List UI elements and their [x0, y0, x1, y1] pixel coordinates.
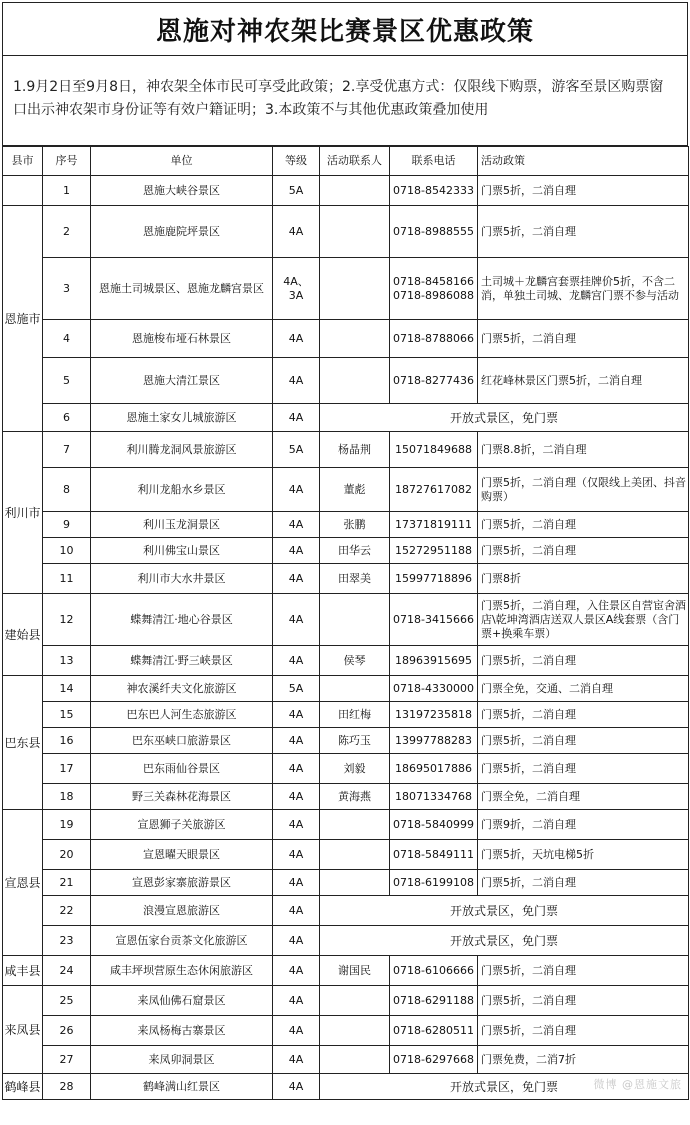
county-cell: 宣恩县 — [3, 810, 43, 956]
level-badge: 4A — [273, 564, 320, 594]
phone-number — [390, 870, 478, 896]
unit-name: 恩施大清江景区 — [91, 358, 273, 404]
table-row — [3, 810, 689, 840]
contact-person: 侯琴 — [320, 646, 390, 676]
policy-text: 门票5折，二消自理 — [478, 754, 689, 784]
policy-text: 门票5折，二消自理 — [478, 1016, 689, 1046]
phone-number — [390, 594, 478, 646]
row-number: 10 — [43, 538, 91, 564]
unit-name: 利川佛宝山景区 — [91, 538, 273, 564]
phone-number — [390, 986, 478, 1016]
table-row — [3, 840, 689, 870]
contact-person — [320, 1046, 390, 1074]
phone-line: 15071849688 — [395, 442, 472, 456]
level-badge: 5A — [273, 432, 320, 468]
phone-number — [390, 538, 478, 564]
open-scenic-note: 开放式景区，免门票 — [320, 404, 689, 432]
unit-name: 宣恩曜天眼景区 — [91, 840, 273, 870]
level-badge: 4A — [273, 1046, 320, 1074]
page-title: 恩施对神农架比赛景区优惠政策 — [2, 2, 688, 56]
row-number: 1 — [43, 176, 91, 206]
watermark-text: 微博 @恩施文旅 — [593, 1078, 682, 1091]
unit-name: 鹤峰满山红景区 — [91, 1074, 273, 1100]
policy-text: 门票5折，二消自理 — [478, 702, 689, 728]
row-number: 24 — [43, 956, 91, 986]
phone-line: 0718-8277436 — [393, 373, 474, 387]
level-badge: 4A — [273, 956, 320, 986]
phone-line: 0718-5840999 — [393, 817, 474, 831]
header-policy: 活动政策 — [478, 147, 689, 176]
policy-text: 门票全免，交通、二消自理 — [478, 676, 689, 702]
row-number: 26 — [43, 1016, 91, 1046]
level-badge: 4A — [273, 728, 320, 754]
table-row — [3, 1016, 689, 1046]
table-row — [3, 1046, 689, 1074]
table-row — [3, 870, 689, 896]
header-number: 序号 — [43, 147, 91, 176]
row-number: 3 — [43, 258, 91, 320]
level-badge: 4A — [273, 1074, 320, 1100]
unit-name: 宣恩狮子关旅游区 — [91, 810, 273, 840]
phone-number — [390, 358, 478, 404]
row-number: 5 — [43, 358, 91, 404]
row-number: 17 — [43, 754, 91, 784]
policy-text: 门票9折，二消自理 — [478, 810, 689, 840]
row-number: 2 — [43, 206, 91, 258]
level-badge: 4A — [273, 870, 320, 896]
policy-text: 土司城＋龙麟宫套票挂牌价5折，不含二消，单独土司城、龙麟宫门票不参与活动 — [478, 258, 689, 320]
phone-line: 0718-3415666 — [393, 612, 474, 626]
row-number: 18 — [43, 784, 91, 810]
table-row — [3, 206, 689, 258]
phone-number — [390, 320, 478, 358]
phone-line: 0718-8988555 — [393, 224, 474, 238]
table-row — [3, 358, 689, 404]
table-row — [3, 538, 689, 564]
table-row — [3, 956, 689, 986]
table-row — [3, 176, 689, 206]
open-scenic-note: 开放式景区，免门票 — [320, 896, 689, 926]
phone-number — [390, 258, 478, 320]
phone-line: 0718-6106666 — [393, 963, 474, 977]
header-unit: 单位 — [91, 147, 273, 176]
contact-person — [320, 1016, 390, 1046]
policy-notice: 1.9月2日至9月8日，神农架全体市民可享受此政策；2.享受优惠方式：仅限线下购票，游客至景区购票窗口出示神农架市身份证等有效户籍证明；3.本政策不与其他优惠政策叠加使用 — [2, 56, 688, 146]
phone-number — [390, 646, 478, 676]
county-cell: 恩施市 — [3, 206, 43, 432]
policy-text: 门票5折，二消自理，入住景区自营宦舍酒店\乾坤湾酒店送双人景区A线套票（含门票+换乘车票） — [478, 594, 689, 646]
unit-name: 恩施大峡谷景区 — [91, 176, 273, 206]
header-contact: 活动联系人 — [320, 147, 390, 176]
unit-name: 恩施鹿院坪景区 — [91, 206, 273, 258]
phone-line: 15997718896 — [395, 571, 472, 585]
unit-name: 来凤仙佛石窟景区 — [91, 986, 273, 1016]
unit-name: 来凤杨梅古寨景区 — [91, 1016, 273, 1046]
level-badge: 4A — [273, 840, 320, 870]
phone-line: 13997788283 — [395, 733, 472, 747]
contact-person — [320, 176, 390, 206]
phone-number — [390, 840, 478, 870]
table-header-row — [3, 147, 689, 176]
policy-text: 门票8折 — [478, 564, 689, 594]
policy-text: 门票5折，二消自理 — [478, 956, 689, 986]
phone-number — [390, 702, 478, 728]
unit-name: 宣恩彭家寨旅游景区 — [91, 870, 273, 896]
county-cell: 来凤县 — [3, 986, 43, 1074]
row-number: 28 — [43, 1074, 91, 1100]
phone-number — [390, 432, 478, 468]
unit-name: 巴东巴人河生态旅游区 — [91, 702, 273, 728]
table-row — [3, 564, 689, 594]
policy-text: 门票5折，二消自理 — [478, 728, 689, 754]
contact-person: 刘毅 — [320, 754, 390, 784]
table-row — [3, 896, 689, 926]
contact-person — [320, 594, 390, 646]
contact-person: 陈巧玉 — [320, 728, 390, 754]
phone-line: 0718-6199108 — [393, 875, 474, 889]
row-number: 11 — [43, 564, 91, 594]
level-badge: 4A — [273, 206, 320, 258]
level-badge: 4A — [273, 896, 320, 926]
level-badge: 5A — [273, 676, 320, 702]
county-cell: 咸丰县 — [3, 956, 43, 986]
policy-text: 门票5折，二消自理 — [478, 206, 689, 258]
table-row — [3, 728, 689, 754]
level-badge: 4A — [273, 1016, 320, 1046]
row-number: 25 — [43, 986, 91, 1016]
phone-line: 0718-8788066 — [393, 331, 474, 345]
table-row — [3, 258, 689, 320]
level-badge: 4A、3A — [273, 258, 320, 320]
policy-text: 门票5折，二消自理 — [478, 870, 689, 896]
level-badge: 4A — [273, 810, 320, 840]
level-badge: 4A — [273, 702, 320, 728]
phone-number — [390, 206, 478, 258]
row-number: 12 — [43, 594, 91, 646]
table-row — [3, 594, 689, 646]
table-row — [3, 432, 689, 468]
row-number: 7 — [43, 432, 91, 468]
unit-name: 利川龙船水乡景区 — [91, 468, 273, 512]
policy-text: 门票免费，二消7折 — [478, 1046, 689, 1074]
phone-number — [390, 1046, 478, 1074]
level-badge: 4A — [273, 784, 320, 810]
contact-person: 田红梅 — [320, 702, 390, 728]
table-row — [3, 320, 689, 358]
phone-line: 0718-4330000 — [393, 681, 474, 695]
table-row — [3, 754, 689, 784]
county-cell: 建始县 — [3, 594, 43, 676]
policy-text: 门票5折，天坑电梯5折 — [478, 840, 689, 870]
level-badge: 4A — [273, 320, 320, 358]
level-badge: 4A — [273, 468, 320, 512]
unit-name: 来凤卯洞景区 — [91, 1046, 273, 1074]
policy-text: 门票5折，二消自理 — [478, 646, 689, 676]
unit-name: 巴东雨仙谷景区 — [91, 754, 273, 784]
contact-person — [320, 206, 390, 258]
phone-number — [390, 1016, 478, 1046]
table-row — [3, 784, 689, 810]
policy-text: 门票5折，二消自理 — [478, 320, 689, 358]
county-cell: 巴东县 — [3, 676, 43, 810]
row-number: 4 — [43, 320, 91, 358]
phone-number — [390, 956, 478, 986]
table-row — [3, 702, 689, 728]
phone-number — [390, 468, 478, 512]
open-scenic-note: 开放式景区，免门票 — [320, 926, 689, 956]
unit-name: 宣恩伍家台贡茶文化旅游区 — [91, 926, 273, 956]
phone-number — [390, 754, 478, 784]
unit-name: 巴东巫峡口旅游景区 — [91, 728, 273, 754]
policy-sheet — [2, 2, 688, 1100]
unit-name: 恩施梭布垭石林景区 — [91, 320, 273, 358]
table-row — [3, 926, 689, 956]
policy-text: 门票全免，二消自理 — [478, 784, 689, 810]
county-cell: 利川市 — [3, 432, 43, 594]
unit-name: 浪漫宣恩旅游区 — [91, 896, 273, 926]
level-badge: 4A — [273, 646, 320, 676]
header-county: 县市 — [3, 147, 43, 176]
row-number: 22 — [43, 896, 91, 926]
unit-name: 利川市大水井景区 — [91, 564, 273, 594]
policy-text: 门票5折，二消自理 — [478, 538, 689, 564]
contact-person: 谢国民 — [320, 956, 390, 986]
level-badge: 4A — [273, 594, 320, 646]
row-number: 15 — [43, 702, 91, 728]
phone-number — [390, 564, 478, 594]
phone-number — [390, 512, 478, 538]
county-cell: 鹤峰县 — [3, 1074, 43, 1100]
unit-name: 蝶舞清江·地心谷景区 — [91, 594, 273, 646]
table-row — [3, 986, 689, 1016]
policy-text: 门票5折，二消自理 — [478, 986, 689, 1016]
contact-person — [320, 258, 390, 320]
contact-person: 杨晶荆 — [320, 432, 390, 468]
row-number: 8 — [43, 468, 91, 512]
policy-text: 红花峰林景区门票5折，二消自理 — [478, 358, 689, 404]
phone-line: 17371819111 — [395, 517, 472, 531]
contact-person — [320, 358, 390, 404]
phone-line: 15272951188 — [395, 543, 472, 557]
phone-line: 18727617082 — [395, 482, 472, 496]
contact-person: 田华云 — [320, 538, 390, 564]
level-badge: 4A — [273, 754, 320, 784]
row-number: 13 — [43, 646, 91, 676]
contact-person — [320, 676, 390, 702]
unit-name: 咸丰坪坝营原生态休闲旅游区 — [91, 956, 273, 986]
level-badge: 4A — [273, 358, 320, 404]
contact-person — [320, 810, 390, 840]
unit-name: 利川腾龙洞风景旅游区 — [91, 432, 273, 468]
level-badge: 4A — [273, 986, 320, 1016]
level-badge: 4A — [273, 404, 320, 432]
level-badge: 5A — [273, 176, 320, 206]
level-badge: 4A — [273, 926, 320, 956]
header-level: 等级 — [273, 147, 320, 176]
row-number: 14 — [43, 676, 91, 702]
level-badge: 4A — [273, 512, 320, 538]
contact-person — [320, 870, 390, 896]
phone-number — [390, 784, 478, 810]
phone-line: 0718-5849111 — [393, 847, 474, 861]
table-row — [3, 676, 689, 702]
header-phone: 联系电话 — [390, 147, 478, 176]
county-cell — [3, 176, 43, 206]
row-number: 27 — [43, 1046, 91, 1074]
table-row — [3, 1074, 689, 1100]
phone-line: 18963915695 — [395, 653, 472, 667]
open-scenic-note: 开放式景区，免门票 — [320, 1074, 689, 1100]
level-badge: 4A — [273, 538, 320, 564]
phone-line: 0718-8458166 — [393, 274, 474, 288]
contact-person: 田翠美 — [320, 564, 390, 594]
phone-number — [390, 728, 478, 754]
unit-name: 恩施土家女儿城旅游区 — [91, 404, 273, 432]
phone-line: 0718-6291188 — [393, 993, 474, 1007]
row-number: 23 — [43, 926, 91, 956]
contact-person: 张鹏 — [320, 512, 390, 538]
policy-text: 门票5折，二消自理（仅限线上美团、抖音购票） — [478, 468, 689, 512]
unit-name: 神农溪纤夫文化旅游区 — [91, 676, 273, 702]
row-number: 16 — [43, 728, 91, 754]
row-number: 20 — [43, 840, 91, 870]
phone-line: 0718-6280511 — [393, 1023, 474, 1037]
policy-text: 门票5折，二消自理 — [478, 512, 689, 538]
phone-number — [390, 676, 478, 702]
policy-text: 门票8.8折，二消自理 — [478, 432, 689, 468]
phone-line: 13197235818 — [395, 707, 472, 721]
scenic-area-table — [2, 146, 689, 1100]
table-row — [3, 512, 689, 538]
contact-person: 董彪 — [320, 468, 390, 512]
row-number: 9 — [43, 512, 91, 538]
phone-line: 18695017886 — [395, 761, 472, 775]
unit-name: 利川玉龙洞景区 — [91, 512, 273, 538]
row-number: 6 — [43, 404, 91, 432]
phone-number — [390, 810, 478, 840]
table-row — [3, 646, 689, 676]
row-number: 19 — [43, 810, 91, 840]
unit-name: 恩施土司城景区、恩施龙麟宫景区 — [91, 258, 273, 320]
policy-text: 门票5折，二消自理 — [478, 176, 689, 206]
contact-person — [320, 986, 390, 1016]
phone-line: 0718-8542333 — [393, 183, 474, 197]
phone-line: 18071334768 — [395, 789, 472, 803]
contact-person — [320, 840, 390, 870]
phone-line: 0718-6297668 — [393, 1052, 474, 1066]
unit-name: 蝶舞清江·野三峡景区 — [91, 646, 273, 676]
table-row — [3, 468, 689, 512]
row-number: 21 — [43, 870, 91, 896]
contact-person: 黄海燕 — [320, 784, 390, 810]
phone-number — [390, 176, 478, 206]
table-row — [3, 404, 689, 432]
unit-name: 野三关森林花海景区 — [91, 784, 273, 810]
contact-person — [320, 320, 390, 358]
phone-line: 0718-8986088 — [393, 288, 474, 302]
